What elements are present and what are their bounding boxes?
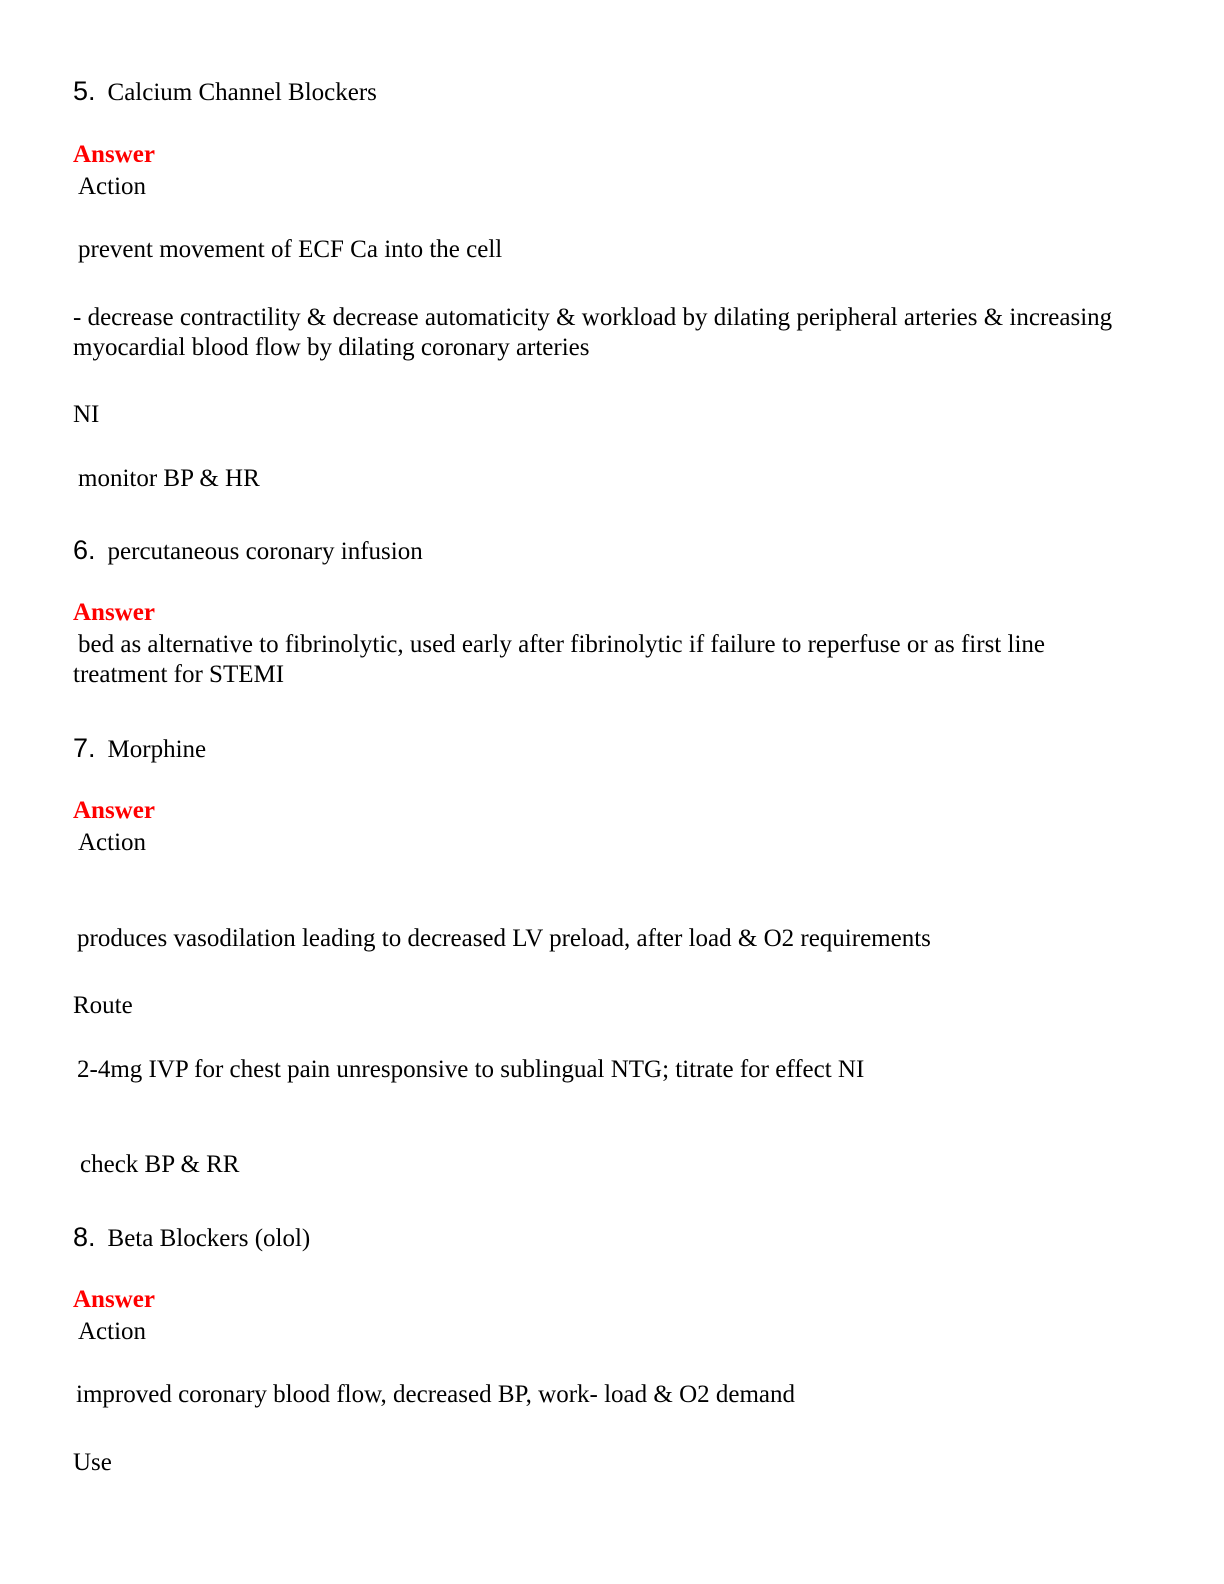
answer-label: Answer bbox=[73, 599, 155, 626]
route-heading: Route bbox=[73, 992, 133, 1019]
action-text: prevent movement of ECF Ca into the cell bbox=[78, 236, 503, 263]
question-number: 6. bbox=[73, 535, 96, 565]
action-heading: Action bbox=[78, 173, 147, 200]
question-6 bbox=[73, 535, 423, 567]
answer-label: Answer bbox=[73, 797, 155, 824]
question-8 bbox=[73, 1222, 310, 1254]
question-number: 8. bbox=[73, 1222, 96, 1252]
answer-text: bed as alternative to fibrinolytic, used early after fibrinolytic if failure to reperfuse or as first line treatment for STEMI bbox=[73, 631, 1045, 688]
question-title: Beta Blockers (olol) bbox=[107, 1225, 311, 1252]
use-heading: Use bbox=[73, 1449, 112, 1476]
question-7 bbox=[73, 733, 206, 765]
ni-text: monitor BP & HR bbox=[78, 465, 260, 492]
action-text: improved coronary blood flow, decreased BP, work- load & O2 demand bbox=[76, 1381, 796, 1408]
action-heading: Action bbox=[78, 829, 147, 856]
route-text: 2-4mg IVP for chest pain unresponsive to sublingual NTG; titrate for effect NI bbox=[77, 1056, 865, 1083]
ni-heading: NI bbox=[73, 401, 100, 428]
question-number: 7. bbox=[73, 733, 96, 763]
action-text: produces vasodilation leading to decreased LV preload, after load & O2 requirements bbox=[77, 925, 931, 952]
question-5 bbox=[73, 76, 377, 108]
answer-label: Answer bbox=[73, 141, 155, 168]
question-title: percutaneous coronary infusion bbox=[107, 538, 423, 565]
answer-label: Answer bbox=[73, 1286, 155, 1313]
action-heading: Action bbox=[78, 1318, 147, 1345]
ni-text: check BP & RR bbox=[80, 1151, 240, 1178]
question-number: 5. bbox=[73, 76, 96, 106]
action-detail: - decrease contractility & decrease automaticity & workload by dilating peripheral arteries & increasing myocardial blood flow by dilating coronary arteries bbox=[73, 304, 1113, 361]
question-title: Calcium Channel Blockers bbox=[107, 79, 377, 106]
question-title: Morphine bbox=[107, 736, 207, 763]
